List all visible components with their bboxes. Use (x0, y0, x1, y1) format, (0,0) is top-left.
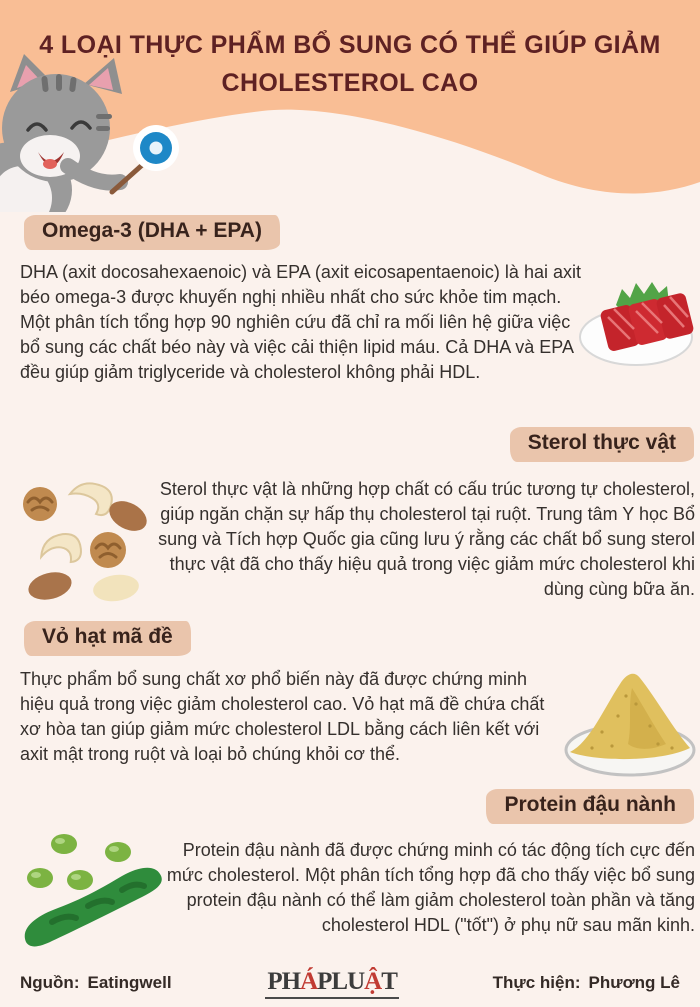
psyllium-label-chip (24, 621, 191, 656)
logo-part: PH (267, 967, 301, 995)
omega3-body: DHA (axit docosahexaenoic) và EPA (axit eicosapentaenoic) là hai axit béo omega-3 được khuyến nghị nhiều nhất cho sức khỏe tim mạch. Một phân tích tổng hợp 90 nghiên cứu đã chỉ ra mối liên hệ giữa việc bổ sung các chất béo này và việc cải thiện lipid máu. Cả DHA và EPA đều giúp giảm triglyceride và cholesterol không phải HDL. (20, 262, 581, 382)
mixed-nuts-icon (12, 478, 152, 606)
soy-label: Protein đậu nành (504, 793, 676, 816)
tuna-sashimi-plate-icon (578, 255, 696, 373)
psyllium-body: Thực phẩm bổ sung chất xơ phổ biến này đã được chứng minh hiệu quả trong việc giảm cholesterol cao. Vỏ hạt mã đề chứa chất xơ hòa tan giúp giảm mức cholesterol LDL bằng cách liên kết với axit mật trong ruột và loại bỏ chúng khỏi cơ thể. (20, 669, 545, 764)
sterol-body: Sterol thực vật là những hợp chất có cấu trúc tương tự cholesterol, giúp ngăn chặn sự hấp thụ cholesterol tại ruột. Trung tâm Y học Bổ sung và Tích hợp Quốc gia cũng lưu ý rằng các chất bổ sung sterol thực vật đã cho thấy hiệu quả trong việc giảm mức cholesterol khi dùng cùng bữa ăn. (158, 479, 695, 599)
page-title: 4 LOẠI THỰC PHẨM BỔ SUNG CÓ THỂ GIÚP GIẢM CHOLESTEROL CAO (39, 31, 661, 97)
soy-label-chip (486, 789, 694, 824)
source-text (20, 973, 172, 993)
soybean-pod-icon (18, 830, 166, 954)
logo-part-red: Á (300, 967, 318, 995)
credit-value: Phương Lê (588, 973, 680, 992)
logo-part-red: Ậ (364, 967, 382, 995)
omega3-label: Omega-3 (DHA + EPA) (42, 219, 262, 242)
footer (0, 963, 700, 1003)
source-label: Nguồn: (20, 973, 80, 992)
logo-part: T (381, 967, 397, 995)
soy-body: Protein đậu nành đã được chứng minh có tác động tích cực đến mức cholesterol. Một phân tích tổng hợp đã cho thấy việc bổ sung protein đậu nành có thể làm giảm cholesterol toàn phần và tăng cholesterol HDL ("tốt") ở phụ nữ sau mãn kinh. (166, 840, 695, 935)
sterol-label: Sterol thực vật (527, 431, 676, 454)
source-value: Eatingwell (87, 973, 172, 992)
credit-label: Thực hiện: (492, 973, 581, 992)
psyllium-powder-plate-icon (562, 652, 700, 780)
publisher-logo (265, 968, 399, 999)
logo-part: PLU (317, 967, 365, 995)
psyllium-label: Vỏ hạt mã đề (42, 625, 173, 648)
omega3-label-chip (24, 215, 280, 250)
credit-text (493, 973, 680, 993)
sterol-label-chip (510, 427, 694, 462)
